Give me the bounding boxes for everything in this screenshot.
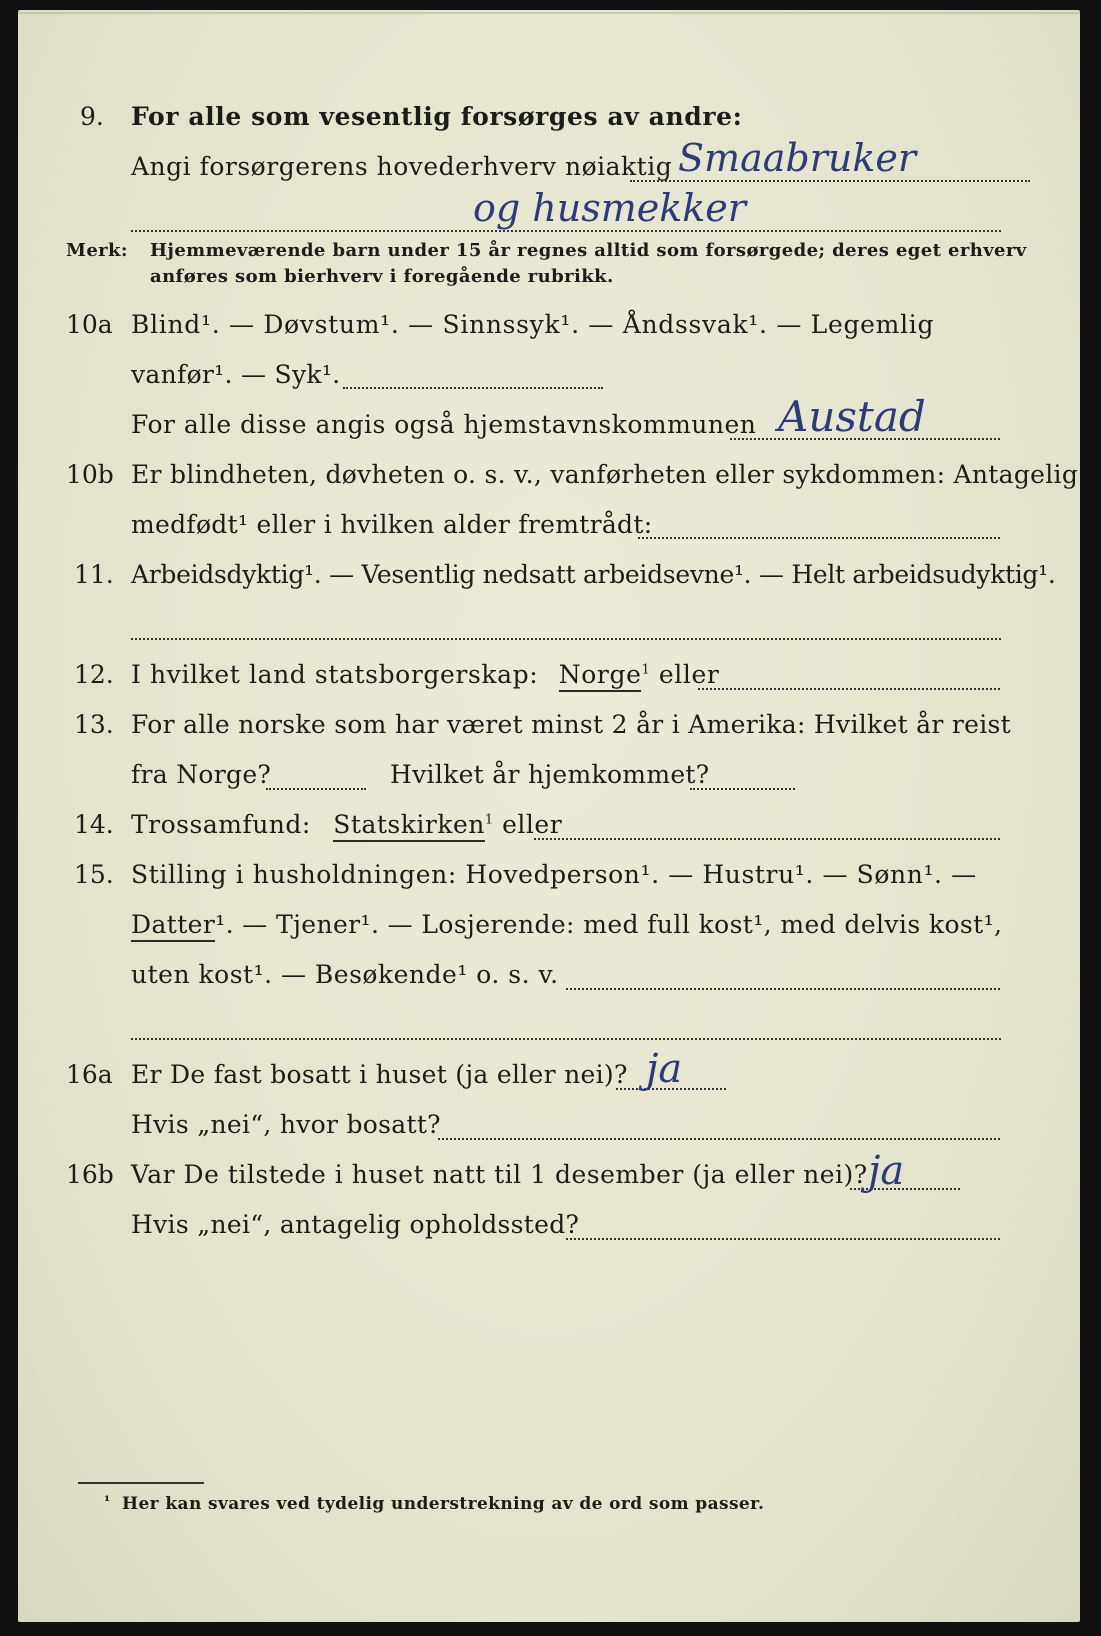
q9-line2: Angi forsørgerens hovederhverv nøiaktig [131,152,673,181]
footnote-text: Her kan svares ved tydelig understrekning av de ord som passer. [122,1494,765,1514]
q10a-line2: vanfør¹. — Syk¹. [131,360,341,389]
q15-line2 [131,910,1002,939]
q15-line2-rest: ¹. — Tjener¹. — Losjerende: med full kost¹, med delvis kost¹, [215,910,1003,939]
q13-reist-line [266,788,366,790]
merk-line2: anføres som bierhverv i foregående rubrikk. [150,266,614,287]
q16a-bosatt-line [438,1138,1000,1140]
merk-line1: Hjemmeværende barn under 15 år regnes alltid som forsørgede; deres eget erhverv [150,240,1027,261]
q9-handwritten-answer-2: og husmekker [473,186,746,230]
q14-text: Trossamfund: [131,810,311,839]
q14-line: Trossamfund: Statskirken$^1$ eller [131,810,562,839]
q16b-answer-line [850,1188,960,1190]
q13-line2b: Hvilket år hjemkommet? [390,760,710,789]
q9-handwritten-answer-1: Smaabruker [678,136,917,180]
q10a-number: 10a [66,310,113,339]
q16b-opholdssted-line [566,1238,1000,1240]
q10a-handwritten-answer: Austad [778,392,926,441]
q14-selected-statskirken: Statskirken [333,810,485,842]
top-edge [18,12,1080,14]
footnote-mark: ¹ [104,1494,111,1510]
q15-answer-line-2 [131,1038,1001,1040]
q14-eller: eller [502,810,563,839]
q12-line: I hvilket land statsborgerskap: Norge$^1$ eller [131,660,719,689]
q9-answer-line-1 [630,180,1030,182]
q13-number: 13. [74,710,114,739]
q13-line1: For alle norske som har været minst 2 år i Amerika: Hvilket år reist [131,710,1012,739]
q16a-line1: Er De fast bosatt i huset (ja eller nei)? [131,1060,628,1089]
q13-hjemkommet-line [690,788,795,790]
q9-number: 9. [80,102,104,131]
q10b-line1: Er blindheten, døvheten o. s. v., vanførheten eller sykdommen: Antagelig [131,460,1079,489]
q15-line3: uten kost¹. — Besøkende¹ o. s. v. [131,960,559,989]
q10b-answer-line [638,537,1000,539]
q9-line1: For alle som vesentlig forsørges av andre: [131,102,743,131]
q16b-number: 16b [66,1160,114,1189]
q15-number: 15. [74,860,114,889]
q10a-syk-line [343,387,603,389]
q13-line2a: fra Norge? [131,760,272,789]
q12-eller: eller [658,660,720,689]
q12-answer-line [698,688,1000,690]
q11-number: 11. [74,560,114,589]
q10b-line2: medfødt¹ eller i hvilken alder fremtrådt: [131,510,653,539]
q10b-number: 10b [66,460,114,489]
q14-number: 14. [74,810,114,839]
q15-line1: Stilling i husholdningen: Hovedperson¹. — Hustru¹. — Sønn¹. — [131,860,977,889]
footnote-rule [78,1482,204,1484]
census-form-page [18,10,1080,1622]
q12-text: I hvilket land statsborgerskap: [131,660,539,689]
q16b-line1: Var De tilstede i huset natt til 1 desember (ja eller nei)? [131,1160,868,1189]
q10a-line1: Blind¹. — Døvstum¹. — Sinnssyk¹. — Åndssvak¹. — Legemlig [131,310,935,339]
q12-number: 12. [74,660,114,689]
q16b-handwritten-answer: ja [868,1148,905,1194]
q11-answer-line [131,638,1001,640]
q16a-number: 16a [66,1060,113,1089]
q16a-line2: Hvis „nei“, hvor bosatt? [131,1110,441,1139]
q15-selected-datter: Datter [131,910,215,942]
q10a-line3: For alle disse angis også hjemstavnskommunen [131,410,757,439]
q14-answer-line [534,838,1000,840]
q16a-handwritten-answer: ja [646,1046,683,1092]
q12-selected-norge: Norge [559,660,642,692]
merk-label: Merk: [66,240,128,261]
q15-answer-line-1 [566,988,1000,990]
q9-answer-line-2 [131,230,1001,232]
q11-line1: Arbeidsdyktig¹. — Vesentlig nedsatt arbeidsevne¹. — Helt arbeidsudyktig¹. [131,560,1056,589]
q16b-line2: Hvis „nei“, antagelig opholdssted? [131,1210,580,1239]
